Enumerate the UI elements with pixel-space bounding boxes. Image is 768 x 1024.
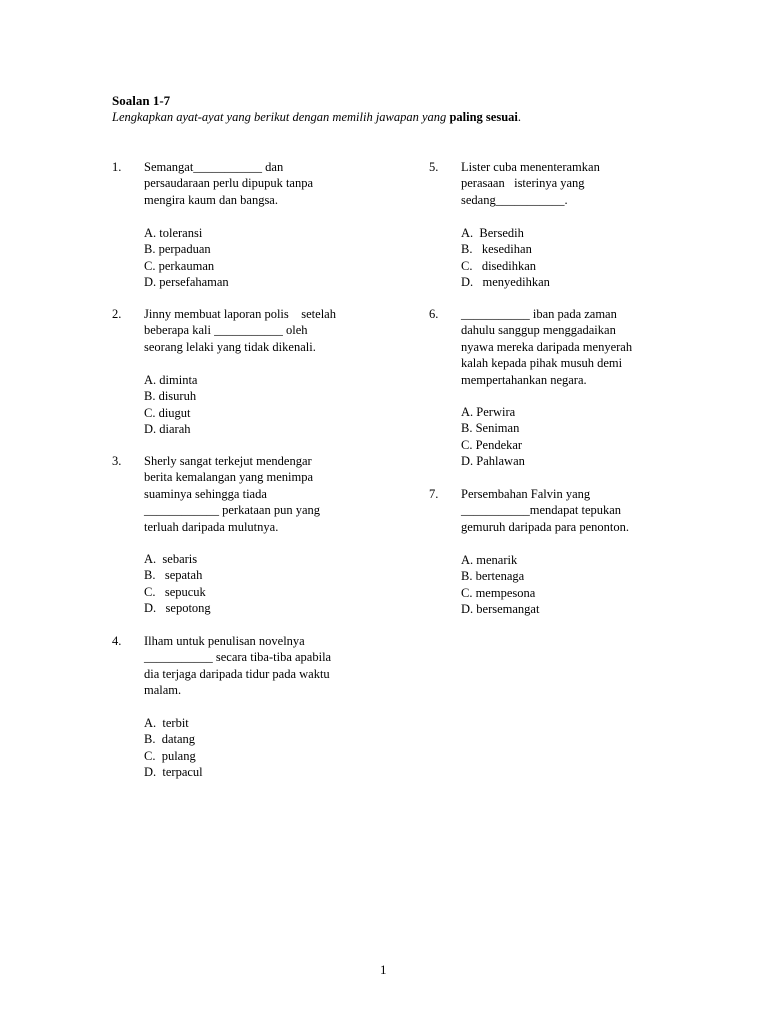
option-a[interactable]: A. menarik bbox=[461, 553, 518, 567]
stem-line: gemuruh daripada para penonton. bbox=[461, 519, 629, 534]
instruction-end: . bbox=[517, 110, 521, 124]
question-number: 3. bbox=[112, 454, 122, 468]
stem-line: Lister cuba menenteramkan bbox=[461, 160, 600, 174]
stem-line: seorang lelaki yang tidak dikenali. bbox=[144, 339, 316, 354]
stem-line: sedang___________. bbox=[461, 192, 568, 207]
option-d[interactable]: D. persefahaman bbox=[144, 275, 229, 290]
option-d[interactable]: D. bersemangat bbox=[461, 602, 540, 617]
option-d[interactable]: D. menyedihkan bbox=[461, 275, 550, 290]
stem-line: dahulu sanggup menggadaikan bbox=[461, 323, 616, 338]
stem-line: nyawa mereka daripada menyerah bbox=[461, 339, 633, 354]
stem-line: ____________ perkataan pun yang bbox=[144, 503, 321, 518]
question-number: 2. bbox=[112, 307, 122, 321]
stem-line: Sherly sangat terkejut mendengar bbox=[144, 454, 312, 468]
stem-line: Jinny membuat laporan polis setelah bbox=[144, 307, 336, 321]
question-stem bbox=[461, 486, 629, 535]
option-d[interactable]: D. Pahlawan bbox=[461, 454, 525, 469]
instruction-text bbox=[112, 110, 521, 125]
option-b[interactable]: B. perpaduan bbox=[144, 242, 211, 257]
option-a[interactable]: A. Bersedih bbox=[461, 226, 524, 240]
stem-line: malam. bbox=[144, 683, 182, 698]
question-stem bbox=[144, 453, 320, 535]
answer-options bbox=[144, 225, 229, 291]
stem-line: mengira kaum dan bangsa. bbox=[144, 192, 278, 207]
question-number: 7. bbox=[429, 487, 439, 501]
answer-options bbox=[461, 552, 539, 618]
stem-line: Persembahan Falvin yang bbox=[461, 487, 591, 501]
instruction-italic: Lengkapkan ayat-ayat yang berikut dengan memilih jawapan yang bbox=[112, 110, 447, 124]
answer-options bbox=[144, 372, 197, 438]
stem-line: ___________ iban pada zaman bbox=[461, 307, 617, 321]
page-number: 1 bbox=[380, 962, 387, 977]
question-stem bbox=[144, 306, 336, 355]
stem-line: dia terjaga daripada tidur pada waktu bbox=[144, 666, 330, 681]
option-c[interactable]: C. diugut bbox=[144, 405, 191, 420]
option-a[interactable]: A. diminta bbox=[144, 373, 198, 387]
instruction-bold: paling sesuai bbox=[449, 110, 518, 124]
option-c[interactable]: C. perkauman bbox=[144, 258, 215, 273]
stem-line: Ilham untuk penulisan novelnya bbox=[144, 634, 305, 648]
question-number: 4. bbox=[112, 634, 122, 648]
option-b[interactable]: B. disuruh bbox=[144, 389, 197, 404]
option-c[interactable]: C. pulang bbox=[144, 748, 196, 763]
question-stem bbox=[144, 633, 331, 699]
question-stem bbox=[461, 159, 600, 208]
answer-options bbox=[461, 404, 525, 470]
option-c[interactable]: C. mempesona bbox=[461, 585, 536, 600]
option-c[interactable]: C. disedihkan bbox=[461, 258, 536, 273]
stem-line: mempertahankan negara. bbox=[461, 372, 587, 387]
option-b[interactable]: B. bertenaga bbox=[461, 569, 525, 584]
answer-options bbox=[144, 715, 203, 781]
option-d[interactable]: D. sepotong bbox=[144, 601, 211, 616]
section-title: Soalan 1-7 bbox=[112, 93, 171, 108]
question-number: 6. bbox=[429, 307, 439, 321]
option-b[interactable]: B. Seniman bbox=[461, 421, 520, 436]
option-c[interactable]: C. sepucuk bbox=[144, 584, 206, 599]
option-b[interactable]: B. kesedihan bbox=[461, 242, 532, 257]
option-a[interactable]: A. sebaris bbox=[144, 552, 198, 566]
question-number: 1. bbox=[112, 160, 122, 174]
answer-options bbox=[144, 551, 211, 617]
option-d[interactable]: D. terpacul bbox=[144, 765, 203, 780]
option-b[interactable]: B. sepatah bbox=[144, 568, 203, 583]
stem-line: suaminya sehingga tiada bbox=[144, 486, 267, 501]
stem-line: perasaan isterinya yang bbox=[461, 176, 585, 191]
option-c[interactable]: C. Pendekar bbox=[461, 437, 523, 452]
stem-line: persaudaraan perlu dipupuk tanpa bbox=[144, 176, 314, 191]
question-stem bbox=[144, 159, 313, 208]
option-a[interactable]: A. toleransi bbox=[144, 226, 203, 240]
option-a[interactable]: A. terbit bbox=[144, 716, 189, 730]
stem-line: kalah kepada pihak musuh demi bbox=[461, 356, 623, 371]
stem-line: ___________ secara tiba-tiba apabila bbox=[144, 650, 332, 665]
question-number: 5. bbox=[429, 160, 439, 174]
answer-options bbox=[461, 225, 550, 291]
stem-line: berita kemalangan yang menimpa bbox=[144, 470, 314, 485]
option-a[interactable]: A. Perwira bbox=[461, 405, 516, 419]
question-stem bbox=[461, 306, 632, 388]
option-d[interactable]: D. diarah bbox=[144, 422, 191, 437]
stem-line: Semangat___________ dan bbox=[144, 160, 284, 174]
stem-line: ___________mendapat tepukan bbox=[461, 503, 622, 518]
stem-line: beberapa kali ___________ oleh bbox=[144, 323, 308, 338]
option-b[interactable]: B. datang bbox=[144, 732, 196, 747]
stem-line: terluah daripada mulutnya. bbox=[144, 519, 279, 534]
